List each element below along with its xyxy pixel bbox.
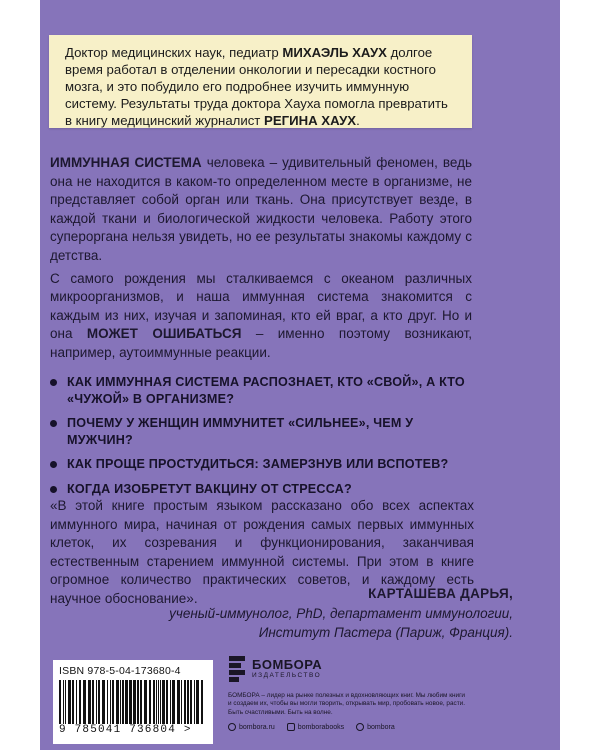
publisher-mark-icon — [228, 654, 246, 684]
bullet-icon — [50, 461, 57, 468]
about-text-part2: долгое время работал в отделении онкологии и пересадки костного мозга, и это побудило его подробнее изучить иммунную систему. Результаты труда доктора Хауха помогла превратить в книгу медицинский журналист — [65, 45, 448, 128]
barcode-bar — [122, 680, 124, 724]
about-text-part1: Доктор медицинских наук, педиатр — [65, 45, 283, 60]
barcode-bar — [129, 680, 132, 724]
barcode-bar — [102, 680, 105, 724]
description-paragraph-1 — [50, 154, 472, 266]
reviewer-institution: Институт Пастера (Париж, Франция). — [258, 624, 513, 640]
barcode-bar — [137, 680, 139, 724]
barcode-bar — [172, 680, 175, 724]
barcode-bar — [187, 680, 189, 724]
isbn-label: ISBN 978-5-04-173680-4 — [59, 665, 181, 677]
barcode-bar — [120, 680, 121, 724]
barcode-icon — [59, 680, 207, 724]
publisher-subtitle: ИЗДАТЕЛЬСТВО — [252, 672, 322, 679]
barcode-bar — [88, 680, 91, 724]
immune-system-heading: ИММУННАЯ СИСТЕМА — [50, 155, 202, 170]
question-text: КАК ИММУННАЯ СИСТЕМА РАСПОЗНАЕТ, КТО «СВОЙ», А КТО «ЧУЖОЙ» В ОРГАНИЗМЕ? — [67, 375, 465, 406]
barcode-bar — [112, 680, 114, 724]
p2-end: – именно поэтому возникают, например, аутоиммунные реакции. — [50, 326, 473, 360]
question-text: КОГДА ИЗОБРЕТУТ ВАКЦИНУ ОТ СТРЕССА? — [67, 481, 352, 496]
barcode-bar — [170, 680, 171, 724]
barcode-bar — [201, 680, 203, 724]
barcode-bar — [79, 680, 81, 724]
barcode-bar — [96, 680, 97, 724]
barcode-bar — [160, 680, 161, 724]
bullet-icon — [50, 420, 57, 427]
barcode-bar — [72, 680, 74, 724]
publisher-name: БОМБОРА — [252, 657, 323, 672]
publisher-description: БОМБОРА – лидер на рынке полезных и вдохновляющих книг. Мы любим книги и создаем их, чтобы вы могли творить, открывать мир, пробовать новое, расти. Быть счастливыми. Быть на волне. — [228, 692, 466, 716]
barcode-bar — [125, 680, 128, 724]
reviewer-title: ученый-иммунолог, PhD, департамент иммунологии, — [169, 605, 513, 621]
p2-text: С самого рождения мы сталкиваемся с океаном различных микроорганизмов, и наша иммунная система знакомится с каждым из них, изучая и запоминая, кто ей враг, а кто друг. Но и она — [50, 270, 472, 342]
publisher-logo — [228, 650, 468, 688]
barcode-bar — [177, 680, 180, 724]
barcode-bar — [162, 680, 165, 724]
barcode-bar — [83, 680, 86, 724]
questions-list — [50, 374, 480, 505]
barcode-bar — [68, 680, 71, 724]
barcode-bar — [194, 680, 195, 724]
barcode-bar — [156, 680, 157, 724]
question-item — [50, 456, 480, 473]
can-be-wrong-highlight: МОЖЕТ ОШИБАТЬСЯ — [86, 326, 242, 342]
journalist-name: РЕГИНА ХАУХ — [264, 113, 357, 128]
barcode-bar — [140, 680, 142, 724]
barcode-bar — [190, 680, 192, 724]
question-text: КАК ПРОЩЕ ПРОСТУДИТЬСЯ: ЗАМЕРЗНУВ ИЛИ ВСПОТЕВ? — [67, 457, 449, 471]
review-quote: «В этой книге простым языком рассказано обо всех аспектах иммунного мира, начиная от рождения самых первых иммунных клеток, их созревания и функционирования, заканчивая естественным старением иммунной системы. При этом в книге огромное количество практических советов, и каждому есть научное обоснование». — [50, 498, 474, 606]
publisher-block — [228, 650, 468, 731]
website-label: bombora.ru — [239, 723, 275, 731]
reviewer-name: КАРТАШЕВА ДАРЬЯ, — [368, 586, 513, 601]
barcode-bar — [184, 680, 186, 724]
vk-link[interactable] — [287, 723, 344, 731]
barcode-bar — [65, 680, 66, 724]
barcode-bar — [166, 680, 168, 724]
barcode-bar — [59, 680, 61, 724]
question-item — [50, 415, 480, 448]
barcode-bar — [153, 680, 155, 724]
barcode-bar — [149, 680, 151, 724]
website-link[interactable] — [228, 723, 275, 731]
author-name: МИХАЭЛЬ ХАУХ — [282, 45, 387, 60]
barcode-bar — [76, 680, 77, 724]
barcode-bar — [98, 680, 100, 724]
bullet-icon — [50, 379, 57, 386]
barcode-bar — [144, 680, 147, 724]
barcode-bar — [63, 680, 64, 724]
book-description — [50, 154, 472, 367]
globe-icon — [228, 723, 236, 731]
barcode-bar — [158, 680, 159, 724]
telegram-link[interactable] — [356, 723, 395, 731]
barcode-bar — [116, 680, 119, 724]
barcode-digits: 9 785041 736804 > — [59, 724, 192, 736]
about-text-part3: . — [356, 113, 360, 128]
description-paragraph-2 — [50, 270, 472, 363]
telegram-label: bombora — [367, 723, 395, 731]
p1-text: человека – удивительный феномен, ведь она не находится в каком-то определенном месте в организме, не представляет собой орган или ткань. Она присутствует везде, в каждой ткани и биологической жидкости человека. Работу этого супероргана нельзя увидеть, но ее результаты знакомы каждому с детства. — [50, 155, 473, 263]
barcode-bar — [133, 680, 136, 724]
question-item — [50, 481, 480, 498]
bullet-icon — [50, 486, 57, 493]
barcode-bar — [107, 680, 108, 724]
vk-icon — [287, 723, 295, 731]
barcode-bar — [110, 680, 111, 724]
question-item — [50, 374, 480, 407]
barcode-bar — [92, 680, 94, 724]
barcode-bar — [181, 680, 182, 724]
question-text: ПОЧЕМУ У ЖЕНЩИН ИММУНИТЕТ «СИЛЬНЕЕ», ЧЕМ У МУЖЧИН? — [67, 416, 414, 447]
vk-label: bomborabooks — [297, 723, 345, 731]
barcode-bar — [196, 680, 199, 724]
quote-attribution — [153, 585, 513, 642]
social-links — [228, 723, 468, 731]
author-info-box — [49, 35, 472, 128]
barcode-panel — [53, 660, 213, 744]
telegram-icon — [356, 723, 364, 731]
